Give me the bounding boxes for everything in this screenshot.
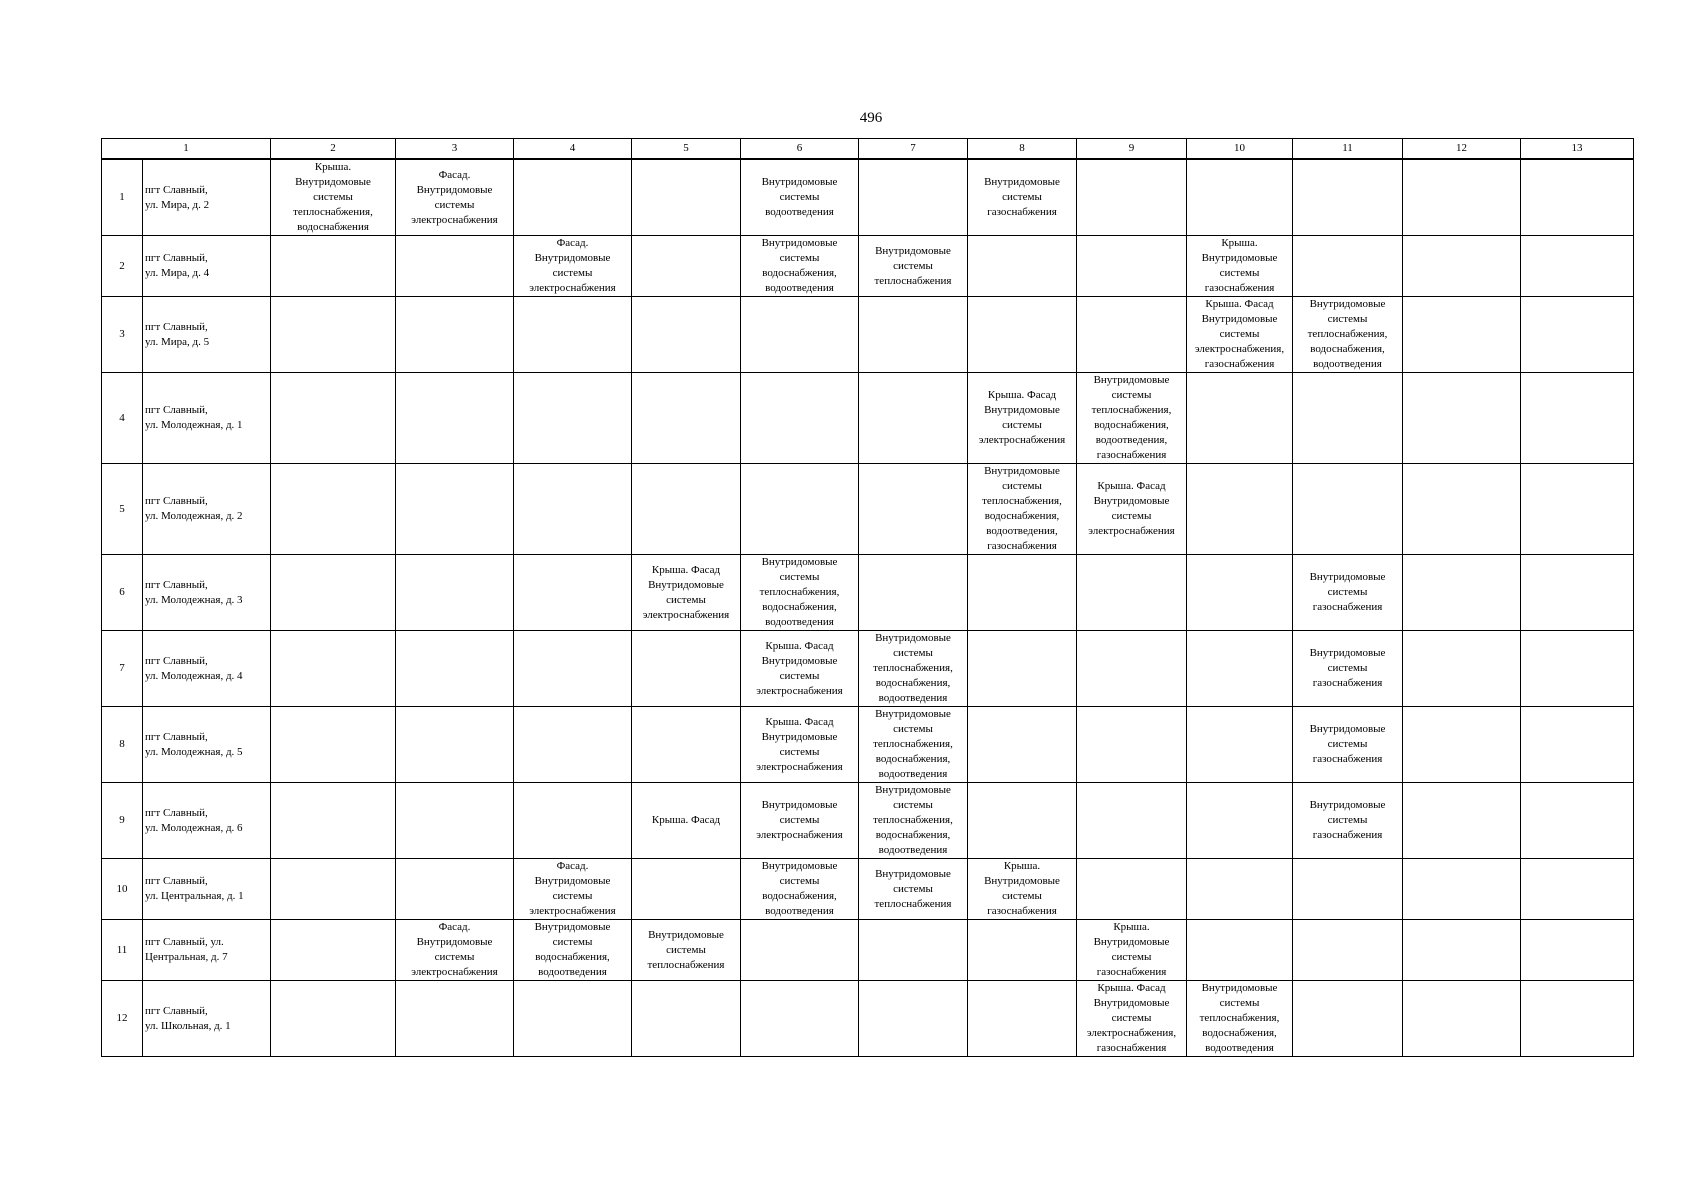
work-cell — [968, 981, 1077, 1057]
row-number: 3 — [102, 297, 143, 373]
row-number: 2 — [102, 236, 143, 297]
work-cell — [514, 631, 632, 707]
work-cell — [1077, 297, 1187, 373]
header-cell: 1 — [102, 139, 271, 160]
work-cell — [1077, 555, 1187, 631]
work-cell — [1521, 783, 1634, 859]
work-cell — [514, 707, 632, 783]
work-cell: Внутридомовые системы теплоснабжения — [859, 859, 968, 920]
work-cell: Крыша. Фасад Внутридомовые системы электроснабжения, газоснабжения — [1187, 297, 1293, 373]
work-cell — [1187, 920, 1293, 981]
work-cell — [1521, 236, 1634, 297]
work-cell — [514, 555, 632, 631]
work-cell: Внутридомовые системы теплоснабжения, водоснабжения, водоотведения — [741, 555, 859, 631]
work-cell — [1403, 297, 1521, 373]
address-cell: пгт Славный, ул. Молодежная, д. 5 — [143, 707, 271, 783]
work-cell: Внутридомовые системы водоснабжения, водоотведения — [741, 859, 859, 920]
work-cell — [1293, 981, 1403, 1057]
work-cell — [396, 859, 514, 920]
work-cell: Внутридомовые системы теплоснабжения, водоснабжения, водоотведения — [859, 707, 968, 783]
work-cell: Крыша. Фасад Внутридомовые системы электроснабжения, газоснабжения — [1077, 981, 1187, 1057]
work-cell — [632, 236, 741, 297]
work-cell — [632, 631, 741, 707]
work-cell: Внутридомовые системы теплоснабжения, водоснабжения, водоотведения, газоснабжения — [968, 464, 1077, 555]
work-cell — [396, 981, 514, 1057]
table-row — [102, 631, 1634, 707]
work-cell — [1077, 159, 1187, 236]
work-cell — [632, 373, 741, 464]
work-cell — [1521, 297, 1634, 373]
work-cell — [1403, 707, 1521, 783]
work-cell — [1077, 631, 1187, 707]
header-cell: 10 — [1187, 139, 1293, 160]
work-cell: Крыша. Фасад — [632, 783, 741, 859]
work-cell — [396, 464, 514, 555]
work-cell — [271, 859, 396, 920]
work-cell: Внутридомовые системы водоснабжения, водоотведения — [514, 920, 632, 981]
row-number: 12 — [102, 981, 143, 1057]
work-cell — [1403, 373, 1521, 464]
work-cell — [1293, 464, 1403, 555]
work-cell: Внутридомовые системы водоснабжения, водоотведения — [741, 236, 859, 297]
work-cell: Крыша. Фасад Внутридомовые системы электроснабжения — [741, 631, 859, 707]
table-row — [102, 920, 1634, 981]
header-cell: 11 — [1293, 139, 1403, 160]
work-cell — [514, 783, 632, 859]
work-cell — [968, 707, 1077, 783]
address-cell: пгт Славный, ул. Молодежная, д. 6 — [143, 783, 271, 859]
work-cell — [1403, 631, 1521, 707]
work-cell — [859, 297, 968, 373]
schedule-table — [101, 138, 1634, 1057]
header-cell: 13 — [1521, 139, 1634, 160]
work-cell — [1187, 159, 1293, 236]
header-cell: 7 — [859, 139, 968, 160]
work-cell — [514, 981, 632, 1057]
work-cell — [1293, 920, 1403, 981]
work-cell: Внутридомовые системы теплоснабжения, водоснабжения, водоотведения — [859, 783, 968, 859]
work-cell — [859, 981, 968, 1057]
table-row — [102, 555, 1634, 631]
work-cell — [859, 920, 968, 981]
work-cell — [741, 373, 859, 464]
work-cell — [1521, 373, 1634, 464]
work-cell: Внутридомовые системы теплоснабжения, водоснабжения, водоотведения — [859, 631, 968, 707]
work-cell: Крыша. Внутридомовые системы газоснабжения — [968, 859, 1077, 920]
work-cell — [396, 631, 514, 707]
table-row — [102, 236, 1634, 297]
work-cell — [1293, 373, 1403, 464]
work-cell — [632, 297, 741, 373]
work-cell — [1187, 373, 1293, 464]
work-cell — [741, 920, 859, 981]
work-cell: Внутридомовые системы теплоснабжения, водоснабжения, водоотведения — [1293, 297, 1403, 373]
work-cell — [514, 159, 632, 236]
work-cell — [632, 859, 741, 920]
work-cell — [1521, 555, 1634, 631]
work-cell — [271, 981, 396, 1057]
work-cell — [1077, 707, 1187, 783]
work-cell — [1187, 631, 1293, 707]
work-cell — [1077, 859, 1187, 920]
work-cell — [1521, 631, 1634, 707]
work-cell: Крыша. Фасад Внутридомовые системы электроснабжения — [741, 707, 859, 783]
work-cell — [271, 236, 396, 297]
row-number: 11 — [102, 920, 143, 981]
work-cell — [271, 373, 396, 464]
row-number: 4 — [102, 373, 143, 464]
address-cell: пгт Славный, ул. Мира, д. 4 — [143, 236, 271, 297]
work-cell — [1403, 920, 1521, 981]
address-cell: пгт Славный, ул. Молодежная, д. 3 — [143, 555, 271, 631]
work-cell — [968, 555, 1077, 631]
work-cell: Внутридомовые системы газоснабжения — [1293, 707, 1403, 783]
table-row — [102, 859, 1634, 920]
address-cell: пгт Славный, ул. Центральная, д. 1 — [143, 859, 271, 920]
work-cell: Внутридомовые системы газоснабжения — [1293, 783, 1403, 859]
work-cell — [396, 783, 514, 859]
work-cell — [1187, 859, 1293, 920]
work-cell: Внутридомовые системы водоотведения — [741, 159, 859, 236]
work-cell — [1403, 555, 1521, 631]
work-cell — [1293, 236, 1403, 297]
table-row — [102, 464, 1634, 555]
work-cell — [271, 920, 396, 981]
work-cell: Крыша. Фасад Внутридомовые системы электроснабжения — [968, 373, 1077, 464]
work-cell — [632, 159, 741, 236]
work-cell — [1403, 981, 1521, 1057]
work-cell — [632, 464, 741, 555]
work-cell: Крыша. Внутридомовые системы газоснабжения — [1187, 236, 1293, 297]
work-cell: Внутридомовые системы теплоснабжения, водоснабжения, водоотведения — [1187, 981, 1293, 1057]
address-cell: пгт Славный, ул. Школьная, д. 1 — [143, 981, 271, 1057]
table-row — [102, 783, 1634, 859]
address-cell: пгт Славный, ул. Мира, д. 2 — [143, 159, 271, 236]
work-cell — [514, 297, 632, 373]
work-cell — [514, 373, 632, 464]
work-cell: Внутридомовые системы теплоснабжения, водоснабжения, водоотведения, газоснабжения — [1077, 373, 1187, 464]
work-cell — [741, 981, 859, 1057]
work-cell — [1403, 159, 1521, 236]
work-cell: Крыша. Внутридомовые системы теплоснабжения, водоснабжения — [271, 159, 396, 236]
address-cell: пгт Славный, ул. Молодежная, д. 2 — [143, 464, 271, 555]
address-cell: пгт Славный, ул. Центральная, д. 7 — [143, 920, 271, 981]
header-cell: 2 — [271, 139, 396, 160]
table-row — [102, 373, 1634, 464]
work-cell — [1521, 981, 1634, 1057]
work-cell: Фасад. Внутридомовые системы электроснабжения — [396, 920, 514, 981]
work-cell — [1521, 464, 1634, 555]
work-cell — [396, 236, 514, 297]
work-cell — [968, 297, 1077, 373]
work-cell — [396, 555, 514, 631]
header-cell: 9 — [1077, 139, 1187, 160]
work-cell — [396, 373, 514, 464]
header-cell: 3 — [396, 139, 514, 160]
work-cell: Крыша. Внутридомовые системы газоснабжения — [1077, 920, 1187, 981]
row-number: 6 — [102, 555, 143, 631]
work-cell — [1403, 464, 1521, 555]
work-cell: Внутридомовые системы газоснабжения — [1293, 555, 1403, 631]
work-cell — [1521, 859, 1634, 920]
work-cell — [1077, 783, 1187, 859]
work-cell: Фасад. Внутридомовые системы электроснабжения — [514, 236, 632, 297]
work-cell — [968, 920, 1077, 981]
work-cell: Внутридомовые системы электроснабжения — [741, 783, 859, 859]
page-number: 496 — [859, 110, 883, 126]
work-cell — [271, 464, 396, 555]
header-cell: 6 — [741, 139, 859, 160]
address-cell: пгт Славный, ул. Молодежная, д. 4 — [143, 631, 271, 707]
work-cell — [1293, 859, 1403, 920]
row-number: 10 — [102, 859, 143, 920]
work-cell — [1521, 920, 1634, 981]
work-cell — [859, 159, 968, 236]
work-cell: Крыша. Фасад Внутридомовые системы электроснабжения — [1077, 464, 1187, 555]
work-cell — [1077, 236, 1187, 297]
work-cell — [1403, 859, 1521, 920]
work-cell — [1403, 783, 1521, 859]
header-row — [102, 139, 1634, 160]
work-cell — [859, 464, 968, 555]
work-cell — [396, 707, 514, 783]
work-cell — [1187, 555, 1293, 631]
header-cell: 12 — [1403, 139, 1521, 160]
row-number: 1 — [102, 159, 143, 236]
work-cell — [1521, 159, 1634, 236]
work-cell — [1403, 236, 1521, 297]
header-cell: 4 — [514, 139, 632, 160]
work-cell — [968, 236, 1077, 297]
work-cell — [1187, 783, 1293, 859]
row-number: 9 — [102, 783, 143, 859]
address-cell: пгт Славный, ул. Мира, д. 5 — [143, 297, 271, 373]
work-cell — [271, 555, 396, 631]
work-cell — [1187, 707, 1293, 783]
table-row — [102, 159, 1634, 236]
work-cell — [271, 783, 396, 859]
work-cell — [514, 464, 632, 555]
row-number: 5 — [102, 464, 143, 555]
work-cell — [1521, 707, 1634, 783]
work-cell — [741, 464, 859, 555]
table-row — [102, 297, 1634, 373]
work-cell — [396, 297, 514, 373]
work-cell: Внутридомовые системы теплоснабжения — [632, 920, 741, 981]
header-cell: 8 — [968, 139, 1077, 160]
work-cell — [859, 373, 968, 464]
work-cell: Внутридомовые системы газоснабжения — [968, 159, 1077, 236]
work-cell: Фасад. Внутридомовые системы электроснабжения — [514, 859, 632, 920]
work-cell — [859, 555, 968, 631]
work-cell — [632, 707, 741, 783]
work-cell — [271, 707, 396, 783]
work-cell: Внутридомовые системы газоснабжения — [1293, 631, 1403, 707]
work-cell — [968, 631, 1077, 707]
work-cell: Фасад. Внутридомовые системы электроснабжения — [396, 159, 514, 236]
table-row — [102, 707, 1634, 783]
row-number: 8 — [102, 707, 143, 783]
work-cell — [741, 297, 859, 373]
work-cell: Крыша. Фасад Внутридомовые системы электроснабжения — [632, 555, 741, 631]
table-row — [102, 981, 1634, 1057]
work-cell — [1187, 464, 1293, 555]
work-cell — [968, 783, 1077, 859]
header-cell: 5 — [632, 139, 741, 160]
work-cell: Внутридомовые системы теплоснабжения — [859, 236, 968, 297]
work-cell — [271, 297, 396, 373]
work-cell — [632, 981, 741, 1057]
work-cell — [271, 631, 396, 707]
row-number: 7 — [102, 631, 143, 707]
work-cell — [1293, 159, 1403, 236]
address-cell: пгт Славный, ул. Молодежная, д. 1 — [143, 373, 271, 464]
